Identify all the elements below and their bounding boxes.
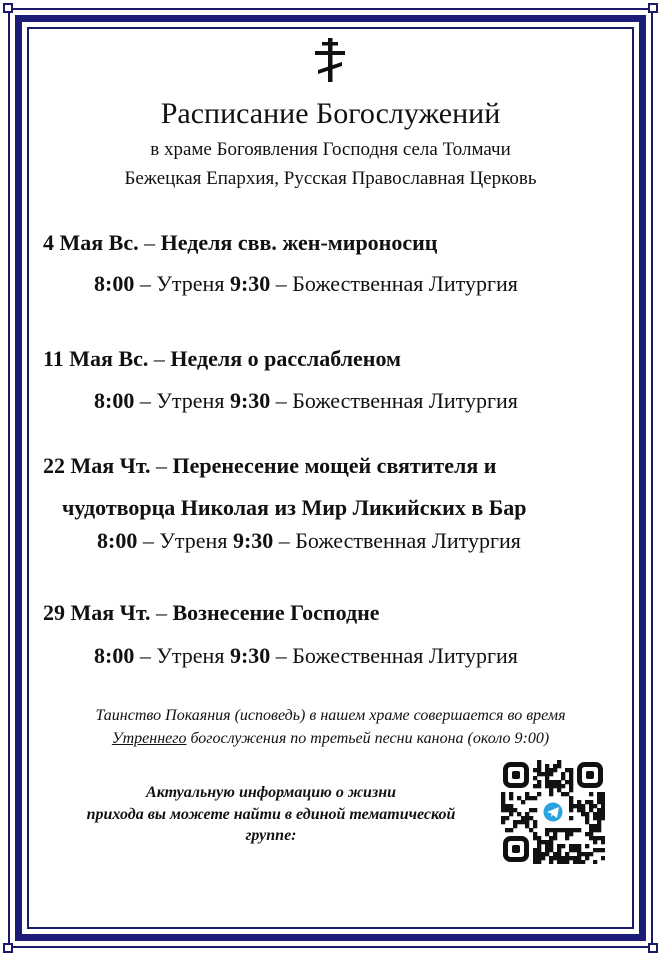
service-name: Утреня [156,388,225,413]
event-times: 8:00 – Утреня 9:30 – Божественная Литургия [94,643,518,668]
qr-module [549,780,553,784]
qr-module [537,780,541,784]
qr-module [549,836,553,840]
qr-module [509,808,513,812]
service-name: Утреня [156,271,225,296]
qr-module [569,804,573,808]
event-name: Перенесение мощей святителя и [172,453,497,478]
qr-module [561,776,565,780]
qr-module [565,832,569,836]
qr-module [537,836,541,840]
event-name: Неделя свв. жен-мироносиц [160,230,438,255]
event-date: 22 Мая Чт. [43,453,151,478]
qr-module [557,760,561,764]
qr-module [517,796,521,800]
frame-corner-top-left [3,3,13,13]
qr-module [509,812,513,816]
qr-module [565,828,569,832]
qr-module [601,836,605,840]
event-heading: 11 Мая Вс. – Неделя о расслабленом [43,346,402,371]
qr-module [557,764,561,768]
qr-module [557,852,561,856]
qr-module [553,856,557,860]
qr-module [505,816,509,820]
qr-module [565,852,569,856]
qr-module [569,768,573,772]
qr-module [529,816,533,820]
qr-module [537,768,541,772]
underlined-word: Утреннего [111,730,187,747]
qr-module [565,856,569,860]
qr-module [565,768,569,772]
qr-module [501,792,505,796]
qr-module [537,840,541,844]
service-name: Божественная Литургия [292,388,518,413]
qr-module [573,804,577,808]
info-line1: Актуальную информацию о жизни [146,784,396,801]
qr-module [569,808,573,812]
orthodox-cross-icon [312,38,348,82]
qr-module [537,848,541,852]
qr-module [589,852,593,856]
qr-module [577,856,581,860]
frame-corner-top-right [648,3,658,13]
qr-module [525,816,529,820]
qr-module [549,768,553,772]
service-name: Утреня [156,643,225,668]
event-date: 4 Мая Вс. [43,230,139,255]
qr-module [593,840,597,844]
qr-module [509,792,513,796]
service-time: 9:30 [232,528,274,553]
confession-note-line1: Таинство Покаяния (исповедь) в нашем храме совершается во время [95,707,566,724]
qr-module [561,828,565,832]
qr-module [597,824,601,828]
qr-module [541,852,545,856]
qr-module [557,788,561,792]
qr-module [585,820,589,824]
qr-module [541,772,545,776]
qr-module [593,828,597,832]
qr-module [597,816,601,820]
qr-module [521,816,525,820]
qr-module [565,780,569,784]
qr-module [517,812,521,816]
qr-module [589,824,593,828]
qr-module [593,812,597,816]
qr-module [585,856,589,860]
qr-module [597,828,601,832]
qr-module [533,784,537,788]
qr-module [593,804,597,808]
qr-module [561,772,565,776]
qr-module [585,812,589,816]
qr-module [505,828,509,832]
qr-module [601,792,605,796]
qr-module [505,808,509,812]
qr-module [589,792,593,796]
qr-module [601,816,605,820]
event-times: 8:00 – Утреня 9:30 – Божественная Литургия [94,271,518,296]
qr-module [545,844,549,848]
qr-module [549,828,553,832]
qr-module [501,816,505,820]
frame-corner-bottom-right [648,943,658,953]
qr-module [533,824,537,828]
service-name: Утреня [159,528,228,553]
qr-module [585,844,589,848]
qr-module [577,852,581,856]
qr-module [561,860,565,864]
qr-module [601,796,605,800]
qr-module [577,804,581,808]
qr-module [549,784,553,788]
qr-module [549,844,553,848]
telegram-icon [541,800,565,824]
qr-module [581,812,585,816]
qr-module [569,784,573,788]
qr-module [501,800,505,804]
qr-module [597,796,601,800]
qr-module [597,800,601,804]
qr-module [569,776,573,780]
qr-module [601,808,605,812]
qr-module [533,848,537,852]
qr-module [525,824,529,828]
qr-module [545,780,549,784]
qr-module [525,812,529,816]
qr-module [601,804,605,808]
qr-module [533,832,537,836]
qr-module [589,800,593,804]
qr-module [577,808,581,812]
event-heading: 22 Мая Чт. – Перенесение мощей святителя и [43,453,497,478]
qr-module [521,800,525,804]
qr-module [553,836,557,840]
qr-module [581,804,585,808]
qr-module [601,840,605,844]
qr-module [513,808,517,812]
event-times: 8:00 – Утреня 9:30 – Божественная Литургия [97,528,521,553]
qr-module [529,808,533,812]
qr-module [597,848,601,852]
qr-module [597,792,601,796]
qr-module [533,856,537,860]
qr-module [589,832,593,836]
qr-module [569,848,573,852]
qr-module [569,780,573,784]
event-name: Вознесение Господне [172,600,380,625]
qr-module [565,792,569,796]
qr-module [501,808,505,812]
qr-module [597,808,601,812]
qr-module [565,836,569,840]
qr-module [529,796,533,800]
qr-module [577,844,581,848]
qr-module [545,772,549,776]
qr-module [601,812,605,816]
qr-module [549,840,553,844]
qr-module [533,852,537,856]
event-date: 11 Мая Вс. [43,346,149,371]
qr-module [565,860,569,864]
qr-module [537,764,541,768]
qr-module [585,800,589,804]
frame-corner-bottom-left [3,943,13,953]
service-time: 9:30 [229,271,271,296]
qr-module [557,860,561,864]
qr-module [601,800,605,804]
qr-module [533,768,537,772]
qr-module [561,844,565,848]
service-name: Божественная Литургия [295,528,521,553]
qr-module [549,788,553,792]
qr-module [517,820,521,824]
church-name: в храме Богоявления Господня села Толмачи [150,139,511,160]
qr-module [501,820,505,824]
qr-module [521,820,525,824]
qr-module [569,844,573,848]
qr-module [557,780,561,784]
qr-module [533,860,537,864]
qr-module [509,828,513,832]
qr-module [549,792,553,796]
qr-module [537,856,541,860]
qr-module [557,848,561,852]
qr-module [545,764,549,768]
qr-module [597,820,601,824]
qr-module [593,860,597,864]
qr-module [593,816,597,820]
qr-module [549,856,553,860]
qr-module [585,816,589,820]
qr-module [573,828,577,832]
qr-module [533,808,537,812]
qr-code-icon[interactable] [501,760,605,864]
service-time: 8:00 [94,271,135,296]
event-times: 8:00 – Утреня 9:30 – Божественная Литургия [94,388,518,413]
qr-module [581,808,585,812]
qr-module [601,856,605,860]
qr-module [501,804,505,808]
qr-module [549,772,553,776]
service-time: 9:30 [229,388,271,413]
qr-module [537,784,541,788]
qr-module [553,784,557,788]
qr-module [569,772,573,776]
qr-module [537,792,541,796]
qr-module [525,792,529,796]
qr-module [577,828,581,832]
qr-module [581,860,585,864]
qr-module [569,816,573,820]
qr-module [553,852,557,856]
service-name: Божественная Литургия [292,271,518,296]
qr-module [509,796,513,800]
qr-module [593,836,597,840]
qr-module [501,796,505,800]
qr-module [561,784,565,788]
qr-module [577,848,581,852]
qr-module [557,784,561,788]
qr-module [569,788,573,792]
qr-module [545,840,549,844]
qr-module [545,776,549,780]
qr-module [525,820,529,824]
qr-module [513,824,517,828]
qr-module [589,808,593,812]
event-heading: 4 Мая Вс. – Неделя свв. жен-мироносиц [43,230,438,255]
qr-module [593,848,597,852]
info-line3: группе: [245,827,297,844]
qr-module [533,796,537,800]
service-time: 8:00 [94,643,135,668]
qr-module [557,828,561,832]
event-heading: 29 Мая Чт. – Вознесение Господне [43,600,380,625]
qr-module [549,848,553,852]
event-name: Неделя о расслабленом [170,346,402,371]
qr-module [549,860,553,864]
qr-module [545,828,549,832]
qr-module [545,832,549,836]
qr-module [533,836,537,840]
qr-module [553,768,557,772]
qr-module [577,800,581,804]
page-title: Расписание Богослужений [160,97,501,130]
qr-module [597,812,601,816]
qr-module [513,820,517,824]
event-date: 29 Мая Чт. [43,600,151,625]
qr-module [537,760,541,764]
qr-module [553,780,557,784]
qr-module [537,852,541,856]
service-name: Божественная Литургия [292,643,518,668]
qr-module [545,852,549,856]
qr-module [589,836,593,840]
qr-module [573,848,577,852]
qr-module [541,840,545,844]
qr-module [577,860,581,864]
qr-module [553,832,557,836]
qr-module [505,804,509,808]
qr-module [529,828,533,832]
qr-module [581,852,585,856]
qr-module [561,856,565,860]
service-time: 9:30 [229,643,271,668]
qr-module [537,772,541,776]
qr-module [569,800,573,804]
qr-module [545,848,549,852]
qr-module [573,860,577,864]
qr-module [533,820,537,824]
qr-module [525,796,529,800]
qr-module [593,824,597,828]
confession-note-line2 [0,728,661,750]
qr-module [545,784,549,788]
qr-module [553,828,557,832]
event-name-continued: чудотворца Николая из Мир Ликийских в Бар [62,495,527,520]
qr-module [509,804,513,808]
note-text: богослужения по третьей песни канона (около 9:00) [186,730,550,747]
qr-module [533,776,537,780]
qr-module [537,860,541,864]
qr-module [557,856,561,860]
qr-module [597,836,601,840]
qr-module [569,796,573,800]
qr-module [585,852,589,856]
diocese-name: Бежецкая Епархия, Русская Православная Церковь [124,168,537,189]
qr-module [569,832,573,836]
qr-module [569,828,573,832]
qr-module [589,804,593,808]
qr-module [573,856,577,860]
qr-module [545,768,549,772]
qr-module [557,844,561,848]
qr-module [541,856,545,860]
qr-module [561,792,565,796]
service-time: 8:00 [97,528,138,553]
qr-module [585,832,589,836]
info-line2: прихода вы можете найти в единой тематической [86,806,456,823]
qr-module [573,844,577,848]
qr-module [601,848,605,852]
qr-module [537,844,541,848]
service-time: 8:00 [94,388,135,413]
qr-module [569,856,573,860]
qr-module [553,764,557,768]
qr-module [589,828,593,832]
